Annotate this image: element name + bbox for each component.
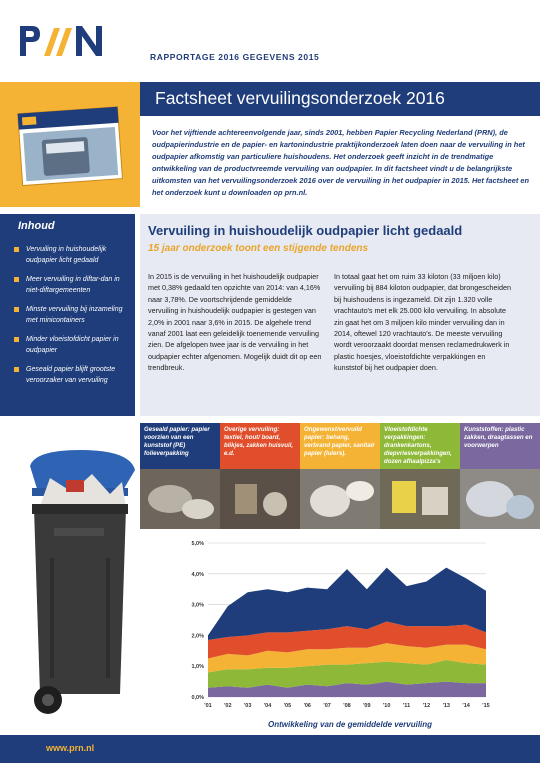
article-column-right: In totaal gaat het om ruim 33 kiloton (33 miljoen kilo) vervuiling bij 884 kiloton oudpapier, dat brongescheiden bij huishoudens is ingezameld. Dit zijn 1.320 volle vrachtauto's met elk 25.000 kilo vervuiling. In absolute zin gaat het om 3 miljoen kilo minder vervuiling dan in 2014, oftewel 120 vrachtauto's. De meeste vervuiling wordt veroorzaakt doordat mensen reclamedrukwerk in plastic hoesjes, vloeistofdichte verpakkingen en kunststof bij het oudpapier doen. <box>334 272 512 373</box>
report-label: RAPPORTAGE 2016 GEGEVENS 2015 <box>150 52 320 62</box>
category-sealed-paper: Geseald papier: papier voorzien van een kunststof (PE) folieverpakking <box>140 423 220 469</box>
article-subtitle: 15 jaar onderzoek toont een stijgende tendens <box>148 243 369 254</box>
intro-text: Voor het vijftiende achtereenvolgende jaar, sinds 2001, hebben Papier Recycling Nederland (PRN), de oudpapierindustrie en de papier- en kartonindustrie praktijkonderzoek laten doen naar de vervuiling in het oudpapier afkomstig van particuliere huishoudens. Het onderzoek geeft inzicht in de trendmatige ontwikkeling van de productvreemde vervuiling van oudpapier. In dit factsheet vindt u de belangrijkste uitkomsten van het vervuilingsonderzoek 2016 over de vervuiling in het oudpapier in 2015. Het factsheet en het onderzoek kunt u downloaden op prn.nl. <box>152 128 530 197</box>
y-tick-label: 5,0% <box>191 541 204 547</box>
footer-url[interactable]: www.prn.nl <box>46 743 95 753</box>
category-other-contamination: Overige vervuiling: textiel, hout/ board, blikjes, zakken huisvuil, e.d. <box>220 423 300 469</box>
contents-item-label: Meer vervuiling in diftar-dan in niet-diftargemeenten <box>26 276 120 294</box>
x-tick-label: '07 <box>323 703 331 709</box>
bullet-icon <box>14 307 19 312</box>
contents-item-label: Geseald papier blijft grootste veroorzaker van vervuiling <box>26 366 116 384</box>
waste-photos <box>140 469 540 529</box>
x-tick-label: '08 <box>343 703 351 709</box>
article-title: Vervuiling in huishoudelijk oudpapier licht gedaald <box>148 223 463 238</box>
chart-x-axis <box>204 703 489 709</box>
contents-item[interactable] <box>14 244 132 266</box>
x-tick-label: '05 <box>283 703 292 709</box>
x-tick-label: '13 <box>442 703 451 709</box>
y-tick-label: 2,0% <box>191 633 204 640</box>
container-bin-image <box>10 448 145 738</box>
x-tick-label: '14 <box>462 703 470 709</box>
x-tick-label: '12 <box>422 703 431 709</box>
bullet-icon <box>14 337 19 342</box>
x-tick-label: '04 <box>263 703 272 709</box>
chart-areas <box>208 568 486 697</box>
contents-item[interactable] <box>14 334 132 356</box>
x-tick-label: '11 <box>403 703 411 709</box>
page-title: Factsheet vervuilingsonderzoek 2016 <box>155 88 445 108</box>
contents-item-label: Vervuiling in huishoudelijk oudpapier licht gedaald <box>26 246 107 264</box>
y-tick-label: 1,0% <box>191 664 204 671</box>
y-tick-label: 0,0% <box>191 695 204 701</box>
category-unwanted-paper: Ongewenst/vervuild papier: behang, verbrand papier, sanitair papier (luiers). <box>300 423 380 469</box>
report-cover-image <box>12 100 132 190</box>
x-tick-label: '01 <box>204 703 212 709</box>
contents-item[interactable] <box>14 274 132 296</box>
category-plastics: Kunststoffen: plastic zakken, draagtassen en voorwerpen <box>460 423 540 469</box>
chart-y-axis <box>191 541 204 701</box>
bullet-icon <box>14 277 19 282</box>
sidebar-title: Inhoud <box>18 220 55 232</box>
x-tick-label: '09 <box>363 703 371 709</box>
article-column-left: In 2015 is de vervuiling in het huishoudelijk oudpapier met 0,38% gedaald ten opzichte van 2014: van 4,16% naar 3,78%. De voortschrijdende gemiddelde vervuiling in huishoudelijk oudpapier is gestegen van 2,0% in 2001 naar 3,6% in 2015. De algehele trend vanaf 2001 laat een geleidelijk toenemende vervuiling zien. De afgelopen twee jaar is de vervuiling in het oudpapier echter afgenomen. Mogelijk duidt dit op een trendbreuk. <box>148 272 322 373</box>
category-liquid-tight-packaging: Vloeistofdichte verpakkingen: drankenkartons, diepvriesverpakkingen, dozen afhaalpizza's <box>380 423 460 469</box>
contamination-chart <box>180 535 510 735</box>
contents-item-label: Minste vervuiling bij inzameling met minicontainers <box>26 306 123 324</box>
contents-list <box>14 244 132 394</box>
x-tick-label: '02 <box>224 703 232 709</box>
bullet-icon <box>14 247 19 252</box>
x-tick-label: '10 <box>382 703 391 709</box>
bullet-icon <box>14 367 19 372</box>
y-tick-label: 3,0% <box>191 602 204 609</box>
chart-title: Ontwikkeling van de gemiddelde vervuiling <box>268 720 433 729</box>
contents-item[interactable] <box>14 364 132 386</box>
x-tick-label: '03 <box>243 703 252 709</box>
x-tick-label: '06 <box>303 703 312 709</box>
x-tick-label: '15 <box>482 703 490 709</box>
contents-item-label: Minder vloeistofdicht papier in oudpapier <box>26 336 119 354</box>
prn-logo <box>18 22 108 58</box>
y-tick-label: 4,0% <box>191 571 204 578</box>
contents-item[interactable] <box>14 304 132 326</box>
